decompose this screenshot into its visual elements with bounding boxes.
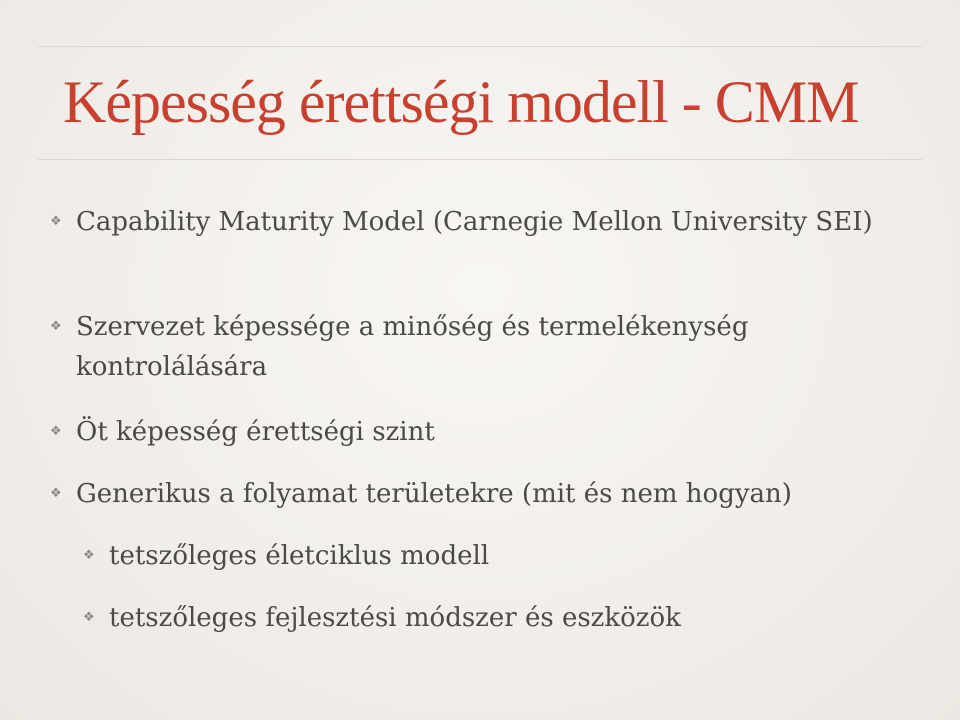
diamond-bullet-icon: ❖ [50,486,62,501]
bullet-item [50,474,936,514]
diamond-bullet-icon: ❖ [50,319,62,334]
bullet-text: Öt képesség érettségi szint [76,417,435,447]
sub-bullet-item [83,536,909,576]
bullet-item [50,202,896,242]
top-divider [38,46,922,47]
slide-title: Képesség érettségi modell - CMM [63,69,859,135]
diamond-bullet-icon: ❖ [83,548,95,563]
bullet-item [50,307,896,387]
bullet-text: Capability Maturity Model (Carnegie Mellon University SEI) [76,207,873,237]
bullet-text: Generikus a folyamat területekre (mit és nem hogyan) [76,479,792,509]
diamond-bullet-icon: ❖ [83,610,95,625]
diamond-bullet-icon: ❖ [50,214,62,229]
bullet-item [50,412,896,452]
diamond-bullet-icon: ❖ [50,424,62,439]
bullet-text: Szervezet képessége a minőség és termelékenység kontrolálására [76,312,749,382]
title-divider [38,159,922,160]
sub-bullet-text: tetszőleges fejlesztési módszer és eszközök [109,603,681,633]
sub-bullet-text: tetszőleges életciklus modell [109,541,490,571]
sub-bullet-item [83,598,909,638]
